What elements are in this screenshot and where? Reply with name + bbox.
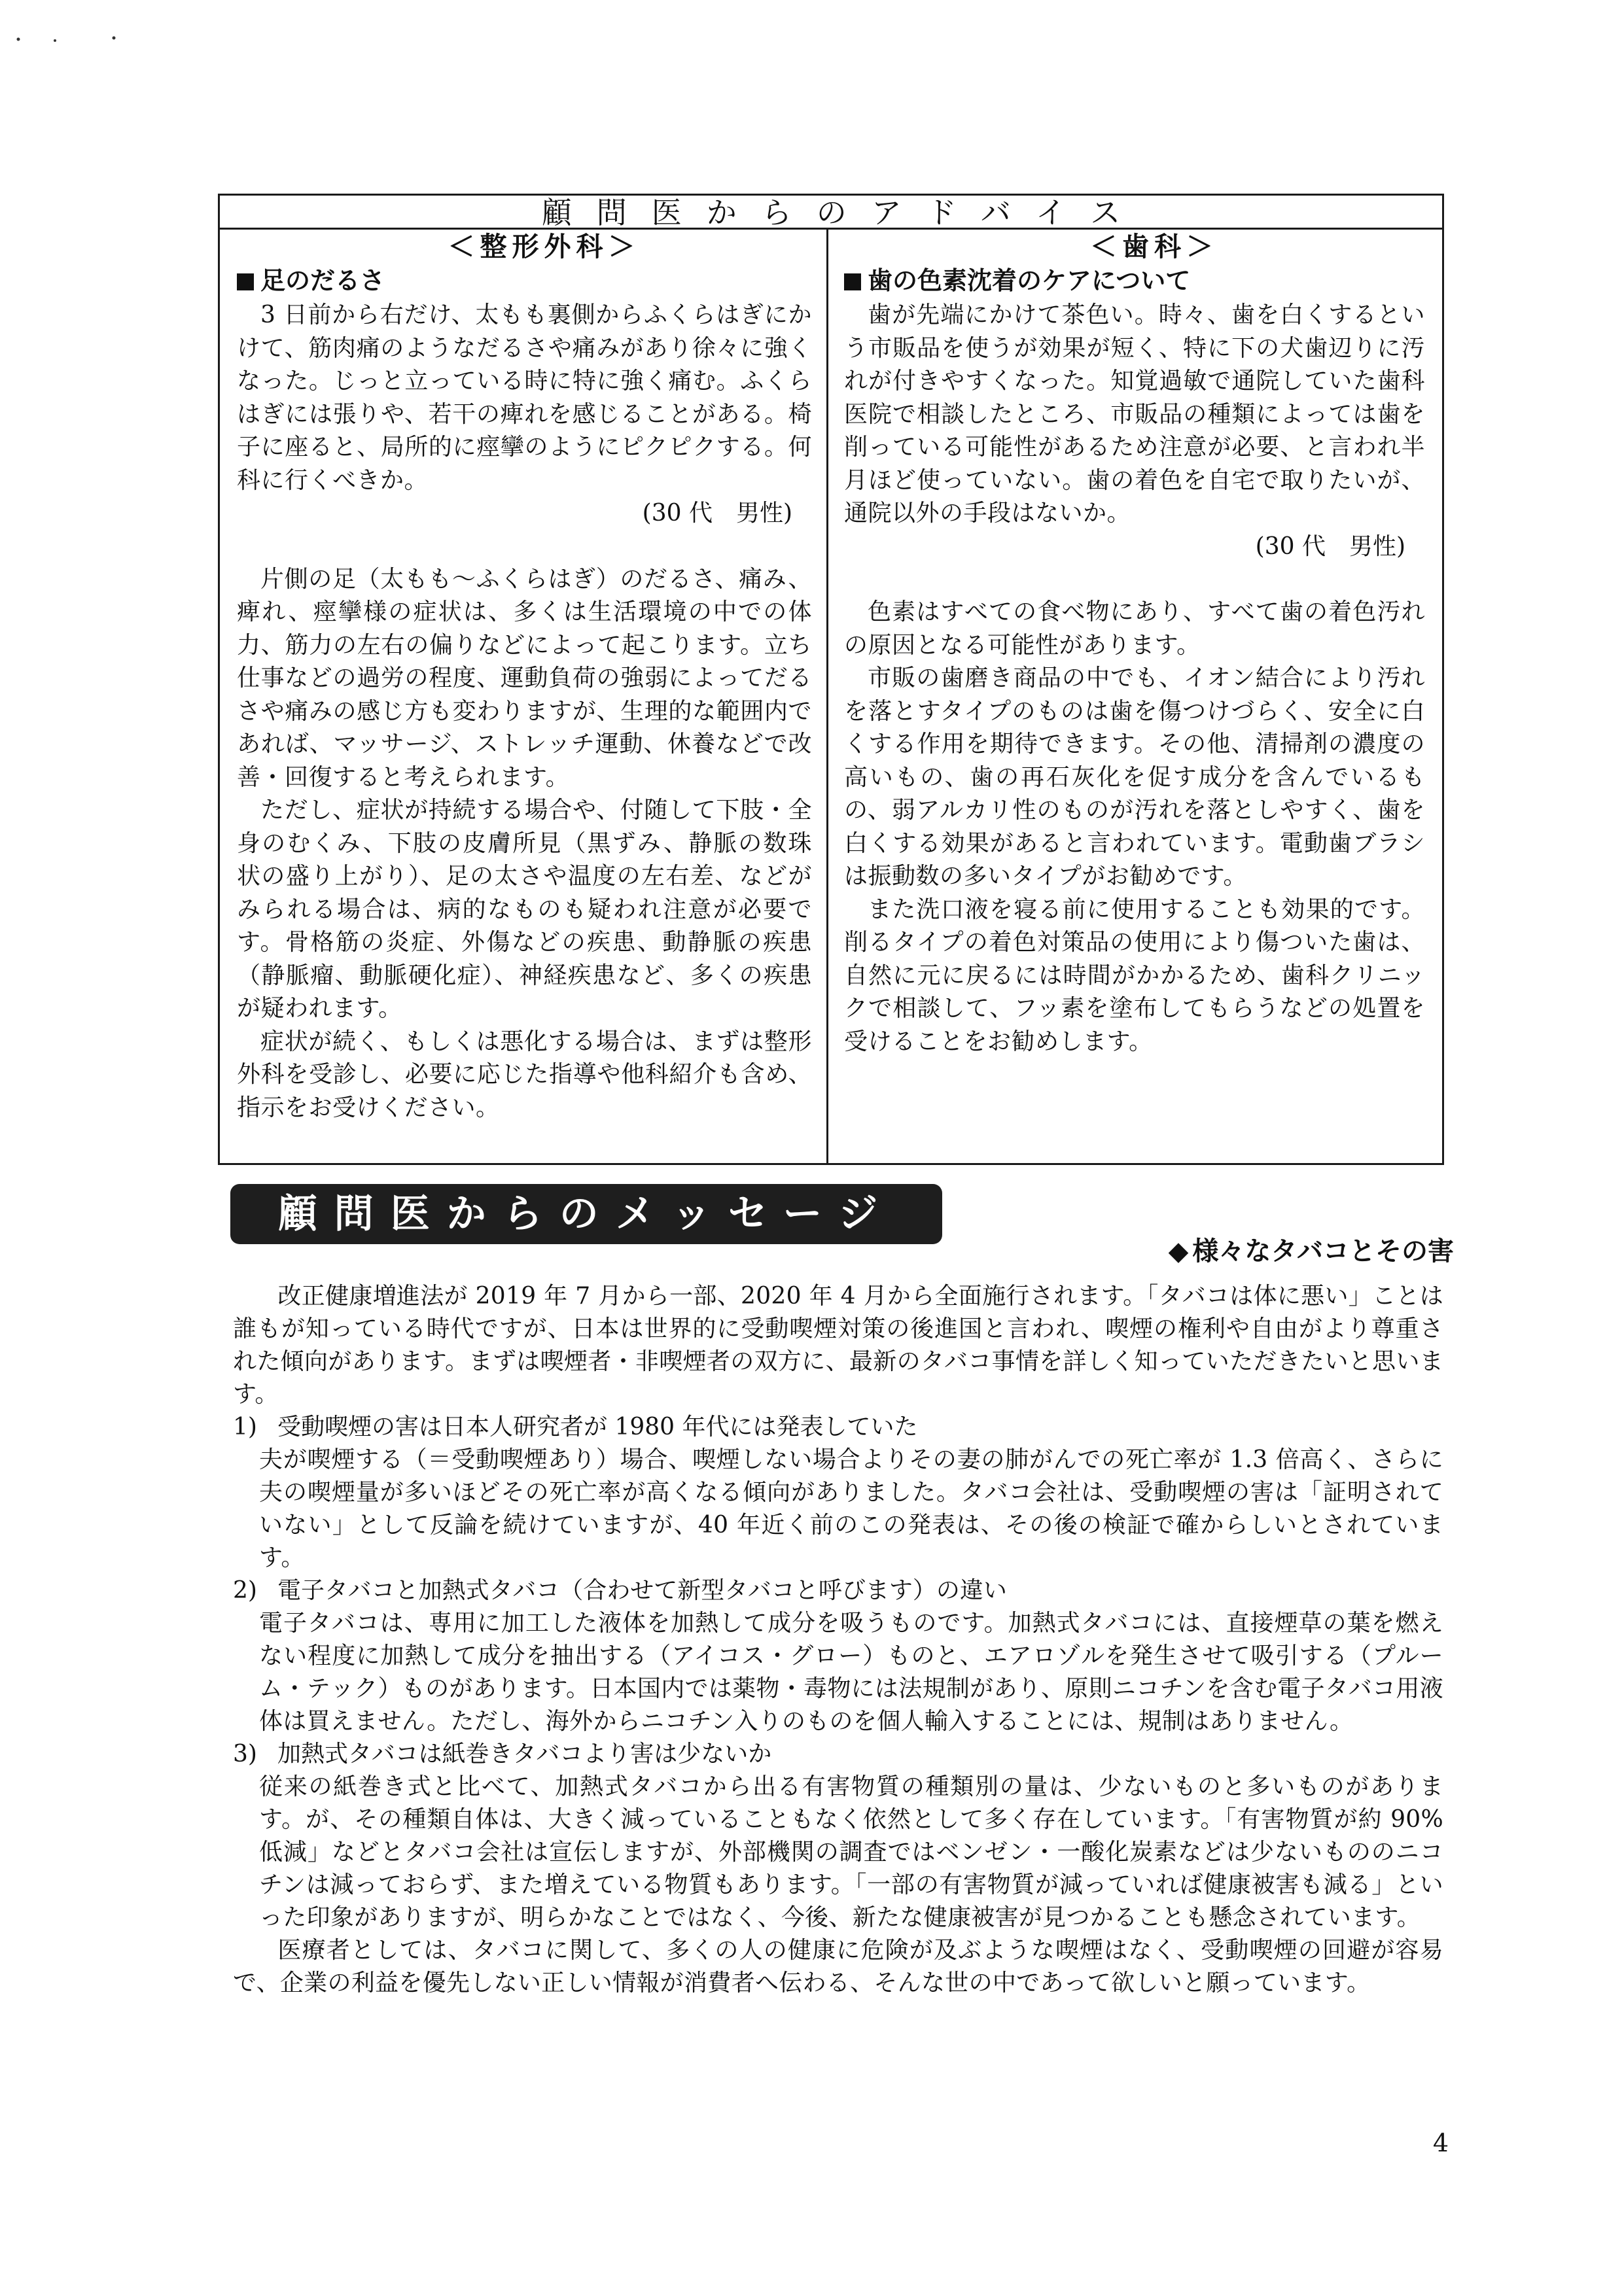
item-title-text: 加熱式タバコは紙巻きタバコより害は少ないか — [277, 1741, 772, 1767]
message-item-title — [233, 1574, 1443, 1607]
orthopedics-question-title — [237, 264, 812, 298]
message-item-title — [233, 1411, 1443, 1444]
dentistry-question-title — [844, 264, 1425, 298]
message-banner: 顧問医からのメッセージ — [230, 1184, 942, 1244]
dentistry-answer-paragraph: また洗口液を寝る前に使用することも効果的です。削るタイプの着色対策品の使用により傷ついた歯は、自然に元に戻るには時間がかかるため、歯科クリニックで相談して、フッ素を塗布してもらうなどの処置を受けることをお勧めします。 — [844, 896, 1425, 1055]
dentistry-answer-paragraph: 色素はすべての食べ物にあり、すべて歯の着色汚れの原因となる可能性があります。 — [844, 599, 1425, 659]
item-title-text: 受動喫煙の害は日本人研究者が 1980 年代には発表していた — [277, 1414, 918, 1440]
dentistry-question: 歯が先端にかけて茶色い。時々、歯を白くするという市販品を使うが効果が短く、特に下の犬歯辺りに汚れが付きやすくなった。知覚過敏で通院していた歯科医院で相談したところ、市販品の種類によっては歯を削っている可能性があるため注意が必要、と言われ半月ほど使っていない。歯の着色を自宅で取りたいが、通院以外の手段はないか。 — [844, 302, 1425, 527]
orthopedics-answer-paragraph: 症状が続く、もしくは悪化する場合は、まずは整形外科を受診し、必要に応じた指導や他科紹介も含め、指示をお受けください。 — [237, 1028, 812, 1121]
scan-specks — [16, 33, 120, 46]
dentistry-answer-paragraph: 市販の歯磨き商品の中でも、イオン結合により汚れを落とすタイプのものは歯を傷つけづらく、安全に白くする作用を期待できます。その他、清掃剤の濃度の高いもの、歯の再石灰化を促す成分を含んでいるもの、弱アルカリ性のものが汚れを落としやすく、歯を白くする効果があると言われています。電動歯ブラシは振動数の多いタイプがお勧めです。 — [844, 665, 1425, 890]
orthopedics-question: 3 日前から右だけ、太もも裏側からふくらはぎにかけて、筋肉痛のようなだるさや痛みがあり徐々に強くなった。じっと立っている時に特に強く痛む。ふくらはぎには張りや、若干の痺れを感じることがある。椅子に座ると、局所的に痙攣のようにピクピクする。何科に行くべきか。 — [237, 302, 812, 494]
dentistry-asker: (30 代 男性) — [1255, 532, 1405, 560]
advice-columns — [220, 230, 1442, 1163]
message-intro: 改正健康増進法が 2019 年 7 月から一部、2020 年 4 月から全面施行されます。「タバコは体に悪い」ことは誰もが知っている時代ですが、日本は世界的に受動喫煙対策の後進国と言われ、喫煙の権利や自由がより尊重された傾向があります。まずは喫煙者・非喫煙者の双方に、最新のタバコ事情を詳しく知っていただきたいと思います。 — [233, 1283, 1443, 1408]
dentistry-heading: ＜歯科＞ — [1090, 231, 1218, 262]
item-number: 1) — [233, 1414, 257, 1440]
item-title-text: 電子タバコと加熱式タバコ（合わせて新型タバコと呼びます）の違い — [277, 1577, 1007, 1604]
dentistry-question-title-text: 歯の色素沈着のケアについて — [868, 266, 1191, 295]
message-item-body: 電子タバコは、専用に加工した液体を加熱して成分を吸うものです。加熱式タバコには、直接煙草の葉を燃えない程度に加熱して成分を抽出する（アイコス・グロー）ものと、エアロゾルを発生させて吸引する（プルーム・テック）ものがあります。日本国内では薬物・毒物には法規制があり、原則ニコチンを含む電子タバコ用液体は買えません。ただし、海外からニコチン入りのものを個人輸入することには、規制はありません。 — [259, 1610, 1443, 1735]
diamond-bullet-icon: ◆ — [1168, 1236, 1189, 1266]
message-item-title — [233, 1738, 1443, 1771]
message-item-body: 夫が喫煙する（＝受動喫煙あり）場合、喫煙しない場合よりその妻の肺がんでの死亡率が 1.3 倍高く、さらに夫の喫煙量が多いほどその死亡率が高くなる傾向がありました。タバコ会社は、受動喫煙の害は「証明されていない」として反論を続けていますが、40 年近く前のこの発表は、その後の検証で確からしいとされています。 — [259, 1446, 1443, 1571]
item-number: 2) — [233, 1577, 257, 1604]
advice-title: 顧問医からのアドバイス — [220, 196, 1442, 230]
message-topic-text: 様々なタバコとその害 — [1192, 1236, 1454, 1266]
square-bullet-icon — [844, 273, 861, 290]
orthopedics-question-title-text: 足のだるさ — [260, 266, 385, 295]
square-bullet-icon — [237, 273, 254, 290]
message-body — [233, 1280, 1443, 2000]
spacer — [237, 531, 812, 563]
item-number: 3) — [233, 1741, 257, 1767]
message-item-body: 従来の紙巻き式と比べて、加熱式タバコから出る有害物質の種類別の量は、少ないものと多いものがあります。が、その種類自体は、大きく減っていることもなく依然として多く存在しています。「有害物質が約 90%低減」などとタバコ会社は宣伝しますが、外部機関の調査ではベンゼン・一酸化炭素などは少ないもののニコチンは減っておらず、また増えている物質もあります。「一部の有害物質が減っていれば健康被害も減る」といった印象がありますが、明らかなことではなく、今後、新たな健康被害が見つかることも懸念されています。 — [259, 1773, 1443, 1931]
advice-box — [218, 194, 1444, 1165]
spacer — [844, 563, 1425, 596]
orthopedics-column — [220, 230, 828, 1163]
orthopedics-answer-paragraph: 片側の足（太もも～ふくらはぎ）のだるさ、痛み、痺れ、痙攣様の症状は、多くは生活環境の中での体力、筋力の左右の偏りなどによって起こります。立ち仕事などの過労の程度、運動負荷の強弱によってだるさや痛みの感じ方も変わりますが、生理的な範囲内であれば、マッサージ、ストレッチ運動、休養などで改善・回復すると考えられます。 — [237, 565, 812, 791]
orthopedics-heading: ＜整形外科＞ — [448, 231, 641, 262]
message-closing: 医療者としては、タバコに関して、多くの人の健康に危険が及ぶような喫煙はなく、受動喫煙の回避が容易で、企業の利益を優先しない正しい情報が消費者へ伝わる、そんな世の中であって欲しいと願っています。 — [233, 1937, 1443, 1996]
orthopedics-answer-paragraph: ただし、症状が持続する場合や、付随して下肢・全身のむくみ、下肢の皮膚所見（黒ずみ、静脈の数珠状の盛り上がり）、足の太さや温度の左右差、などがみられる場合は、病的なものも疑われ注意が必要です。骨格筋の炎症、外傷などの疾患、動静脈の疾患（静脈瘤、動脈硬化症）、神経疾患など、多くの疾患が疑われます。 — [237, 797, 812, 1022]
orthopedics-asker: (30 代 男性) — [642, 500, 792, 527]
message-topic — [1169, 1235, 1454, 1268]
dentistry-column — [828, 230, 1442, 1163]
page-number: 4 — [1432, 2129, 1449, 2157]
